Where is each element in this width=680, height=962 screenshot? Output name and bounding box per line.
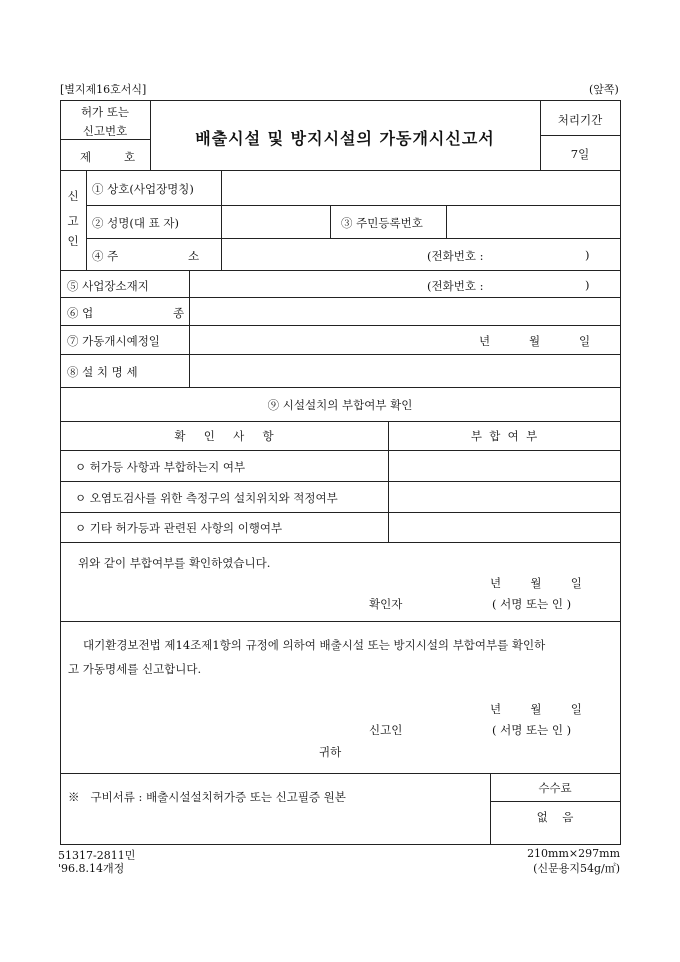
industry-label-1: ⑥ 업 bbox=[67, 306, 94, 320]
processing-period-value: 7일 bbox=[570, 147, 590, 161]
paper-size: 210mm×297mm bbox=[527, 847, 620, 860]
recipient-label: 귀하 bbox=[319, 745, 342, 759]
confirmation-result-field[interactable] bbox=[389, 451, 619, 480]
paper-type: (신문용지54g/㎡) bbox=[533, 862, 620, 875]
reporter-phone-label: (전화번호 : bbox=[427, 249, 484, 263]
start-date-label: ⑦ 가동개시예정일 bbox=[67, 334, 160, 348]
confirmation-items-header: 확 인 사 항 bbox=[174, 429, 274, 443]
industry-label-2: 종 bbox=[173, 306, 185, 320]
reporter-side-label-1: 신 bbox=[67, 189, 79, 203]
confirmation-item: ㅇ 허가등 사항과 부합하는지 여부 bbox=[75, 460, 246, 474]
confirmation-result-field[interactable] bbox=[389, 513, 619, 541]
company-name-label: ① 상호(사업장명칭) bbox=[92, 182, 194, 196]
address-label-2: 소 bbox=[188, 249, 200, 263]
representative-name-field[interactable] bbox=[222, 206, 329, 237]
fee-label: 수수료 bbox=[538, 781, 572, 795]
start-date-day: 일 bbox=[579, 334, 591, 348]
form-title: 배출시설 및 방지시설의 가동개시신고서 bbox=[195, 129, 495, 148]
start-date-year: 년 bbox=[479, 334, 491, 348]
confirmer-signature[interactable]: ( 서명 또는 인 ) bbox=[492, 597, 572, 611]
declaration-text-line1: 대기환경보전법 제14조제1항의 규정에 의하여 배출시설 또는 방지시설의 부합여부를 확인하 bbox=[83, 638, 546, 652]
start-date-month: 월 bbox=[529, 334, 541, 348]
declaration-date: 년 월 일 bbox=[490, 702, 582, 716]
fee-value: 없 음 bbox=[536, 810, 574, 824]
install-details-label: ⑧ 설 치 명 세 bbox=[67, 365, 138, 379]
resident-number-label: ③ 주민등록번호 bbox=[341, 216, 423, 230]
resident-number-field[interactable] bbox=[447, 206, 619, 237]
confirmation-result-field[interactable] bbox=[389, 482, 619, 511]
reporter-side-label-2: 고 bbox=[67, 214, 79, 228]
business-location-field[interactable] bbox=[190, 271, 619, 296]
install-details-field[interactable] bbox=[190, 355, 619, 386]
form-code: 51317-2811민 bbox=[58, 849, 136, 862]
confirmation-item: ㅇ 기타 허가등과 관련된 사항의 이행여부 bbox=[75, 521, 283, 535]
processing-period-label: 처리기간 bbox=[557, 113, 603, 127]
business-location-label: ⑤ 사업장소재지 bbox=[67, 279, 149, 293]
permit-label-prefix: 제 bbox=[80, 150, 92, 164]
business-phone-close: ) bbox=[585, 278, 590, 292]
reporter-phone-close: ) bbox=[585, 248, 590, 262]
industry-field[interactable] bbox=[190, 298, 619, 324]
revision-date: '96.8.14개정 bbox=[58, 862, 125, 875]
permit-label-line2: 신고번호 bbox=[82, 124, 128, 138]
confirmation-date: 년 월 일 bbox=[490, 576, 582, 590]
confirmation-result-header: 부 합 여 부 bbox=[470, 429, 538, 443]
confirmer-label: 확인자 bbox=[369, 597, 403, 611]
declaration-text-line2: 고 가동명세를 신고합니다. bbox=[68, 662, 202, 676]
confirmation-item: ㅇ 오염도검사를 위한 측정구의 설치위치와 적정여부 bbox=[75, 491, 338, 505]
address-label-1: ④ 주 bbox=[92, 249, 119, 263]
start-date-field[interactable] bbox=[190, 326, 619, 353]
form-number: [별지제16호서식] bbox=[60, 83, 147, 96]
confirmation-statement: 위와 같이 부합여부를 확인하였습니다. bbox=[78, 556, 271, 570]
permit-label-suffix: 호 bbox=[124, 150, 136, 164]
representative-name-label: ② 성명(대 표 자) bbox=[92, 216, 179, 230]
company-name-field[interactable] bbox=[222, 171, 619, 204]
page-side-label: (앞쪽) bbox=[589, 83, 619, 96]
business-phone-label: (전화번호 : bbox=[427, 279, 484, 293]
address-field[interactable] bbox=[222, 239, 619, 269]
confirmation-section-title: ⑨ 시설설치의 부합여부 확인 bbox=[267, 398, 413, 412]
reporter-label: 신고인 bbox=[369, 723, 403, 737]
required-documents-note: ※ 구비서류 : 배출시설설치허가증 또는 신고필증 원본 bbox=[68, 790, 346, 804]
permit-label-line1: 허가 또는 bbox=[80, 105, 130, 119]
reporter-side-label-3: 인 bbox=[67, 234, 79, 248]
reporter-signature[interactable]: ( 서명 또는 인 ) bbox=[492, 723, 572, 737]
